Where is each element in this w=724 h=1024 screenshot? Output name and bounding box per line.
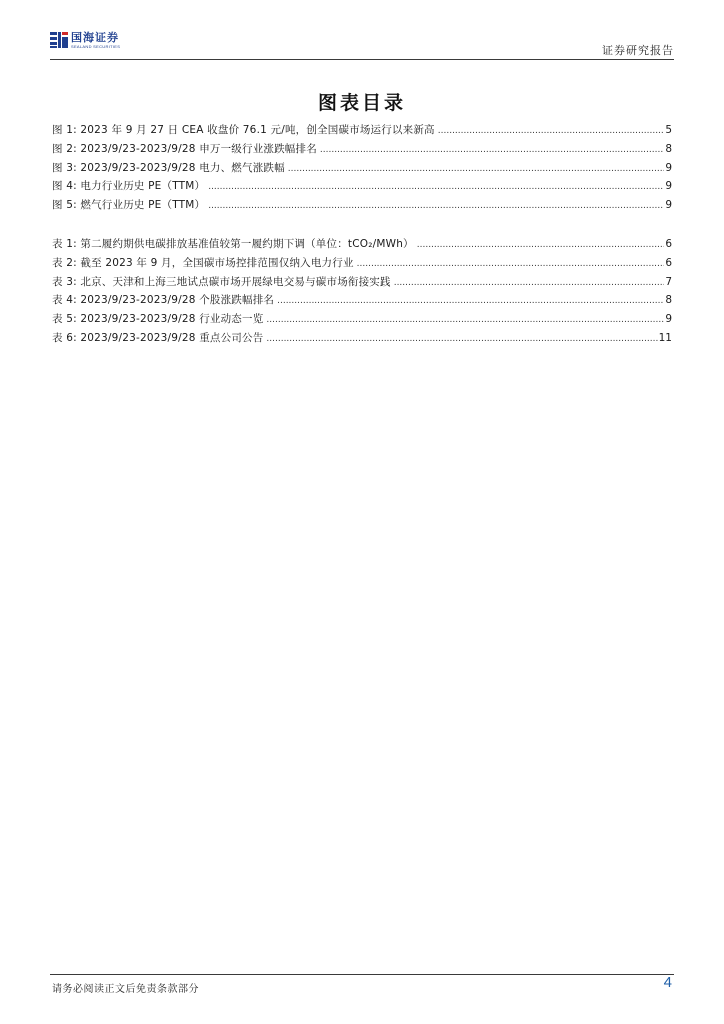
toc-entry-table-5[interactable] [52,311,672,330]
toc-entry-page: 6 [665,238,672,250]
footer-divider [50,974,674,975]
toc-entry-figure-4[interactable] [52,178,672,197]
toc-entry-page: 8 [665,142,672,155]
toc-entry-page: 9 [665,180,672,193]
figure-list [52,122,672,216]
toc-entry-label: 表 4: 2023/9/23-2023/9/28 个股涨跌幅排名 [52,294,275,307]
toc-entry-figure-2[interactable] [52,141,672,160]
header-divider [50,59,674,60]
toc-entry-page: 9 [665,161,672,174]
disclaimer-note: 请务必阅读正文后免责条款部分 [52,984,199,995]
toc-entry-page: 7 [665,275,672,288]
toc-entry-label: 图 2: 2023/9/23-2023/9/28 申万一级行业涨跌幅排名 [52,142,317,155]
dot-leader [320,145,664,155]
toc-entry-label: 图 1: 2023 年 9 月 27 日 CEA 收盘价 76.1 元/吨，创全国碳市场运行以来新高 [52,124,435,136]
dot-leader [208,201,664,211]
toc-entry-page: 6 [665,256,672,269]
toc-entry-page: 9 [665,313,672,326]
dot-leader [438,126,665,136]
dot-leader [266,315,664,325]
toc-entry-label: 表 1: 第二履约期供电碳排放基准值较第一履约期下调（单位：tCO₂/MWh） [52,238,414,250]
toc-entry-label: 表 2: 截至 2023 年 9 月，全国碳市场控排范围仅纳入电力行业 [52,256,354,269]
toc-entry-page: 9 [665,199,672,212]
company-logo [50,31,120,49]
page-number: 4 [663,974,672,991]
dot-leader [357,259,665,269]
toc-entry-label: 图 4: 电力行业历史 PE（TTM） [52,180,206,193]
toc-entry-label: 表 3: 北京、天津和上海三地试点碳市场开展绿电交易与碳市场衔接实践 [52,275,391,288]
dot-leader [266,334,657,344]
toc-entry-table-4[interactable] [52,292,672,311]
toc-entry-page: 8 [665,294,672,307]
toc-entry-table-3[interactable] [52,274,672,293]
toc-entry-page: 5 [665,124,672,136]
table-list [52,236,672,349]
logo-chinese-name: 国海证券 [71,30,119,44]
toc-entry-table-1[interactable] [52,236,672,255]
toc-entry-label: 表 5: 2023/9/23-2023/9/28 行业动态一览 [52,313,264,326]
toc-title: 图表目录 [317,92,406,114]
logo-english-name: SEALAND SECURITIES [71,43,121,49]
dot-leader [208,182,664,192]
toc-entry-page: 11 [658,331,672,344]
dot-leader [277,296,664,306]
toc-entry-label: 图 5: 燃气行业历史 PE（TTM） [52,199,206,212]
dot-leader [417,240,665,250]
toc-entry-figure-1[interactable] [52,122,672,141]
sealand-logo-icon [50,31,68,49]
report-type-label: 证券研究报告 [602,44,674,57]
toc-entry-table-2[interactable] [52,255,672,274]
dot-leader [394,278,665,288]
toc-entry-figure-5[interactable] [52,197,672,216]
toc-entry-label: 图 3: 2023/9/23-2023/9/28 电力、燃气涨跌幅 [52,161,285,174]
page-header [50,28,674,62]
dot-leader [288,164,665,174]
toc-entry-table-6[interactable] [52,330,672,349]
toc-entry-label: 表 6: 2023/9/23-2023/9/28 重点公司公告 [52,331,264,344]
toc-entry-figure-3[interactable] [52,160,672,179]
